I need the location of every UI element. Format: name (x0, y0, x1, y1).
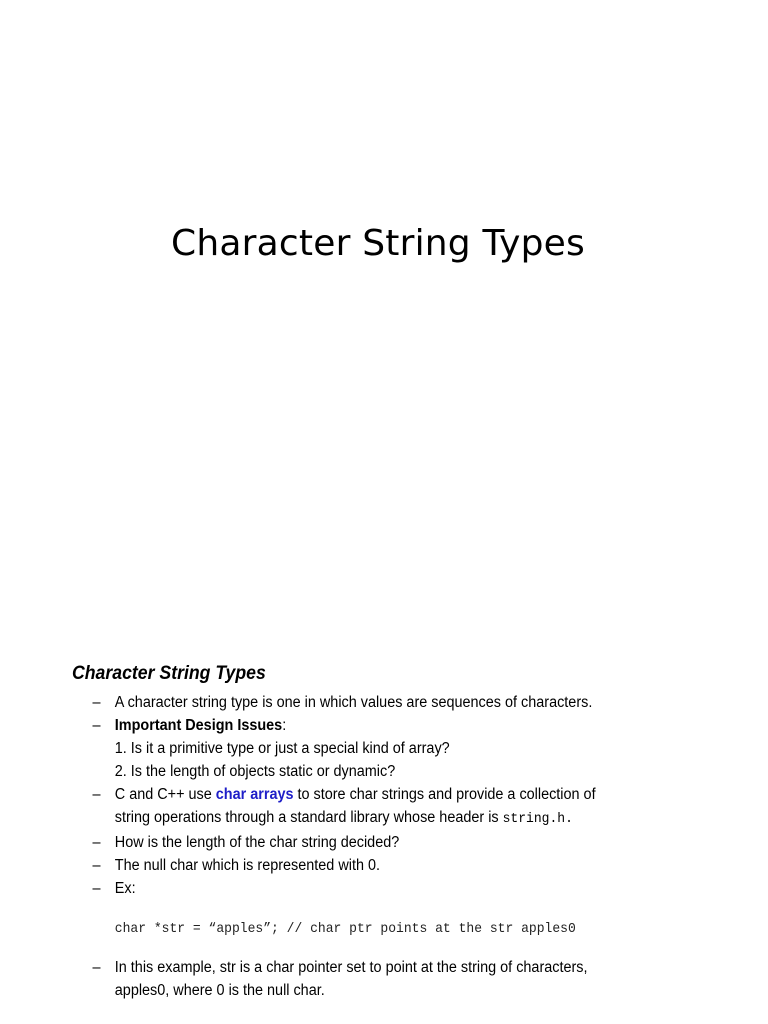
list-item-text: string operations through a standard library whose header is (114, 809, 503, 826)
char-arrays-highlight: char arrays (215, 786, 294, 803)
list-item-text: The null char which is represented with 0. (114, 857, 380, 874)
list-item-text: apples0, where 0 is the null char. (114, 982, 325, 999)
design-issues-label: Important Design Issues (114, 717, 283, 734)
dash-bullet: – (92, 786, 101, 803)
list-item-text: to store char strings and provide a collection of (293, 786, 596, 803)
list-item (72, 783, 630, 831)
code-example: char *str = “apples”; // char ptr points at the str apples0 (114, 921, 576, 937)
design-issue-2: 2. Is the length of objects static or dynamic? (114, 763, 396, 780)
dash-bullet: – (92, 880, 101, 897)
list-item-text: How is the length of the char string decided? (114, 834, 400, 851)
list-item (72, 877, 630, 900)
dash-bullet: – (92, 959, 101, 976)
list-item (72, 714, 630, 783)
list-item (72, 956, 630, 1002)
list-item-text: Ex: (114, 880, 136, 897)
design-issues-colon: : (282, 717, 287, 734)
list-item-text: In this example, str is a char pointer set to point at the string of characters, (114, 959, 588, 976)
slide-title: Character String Types (171, 223, 585, 264)
header-filename: string.h. (502, 811, 573, 827)
dash-bullet: – (92, 717, 101, 734)
list-item (72, 854, 630, 877)
dash-bullet: – (92, 694, 101, 711)
dash-bullet: – (92, 834, 101, 851)
list-item-text: C and C++ use (114, 786, 216, 803)
list-item (72, 691, 630, 714)
list-item-text: A character string type is one in which values are sequences of characters. (114, 694, 593, 711)
notes-image (72, 661, 630, 1002)
list-item (72, 831, 630, 854)
design-issue-1: 1. Is it a primitive type or just a special kind of array? (114, 740, 450, 757)
dash-bullet: – (92, 857, 101, 874)
notes-heading: Character String Types (72, 663, 266, 684)
